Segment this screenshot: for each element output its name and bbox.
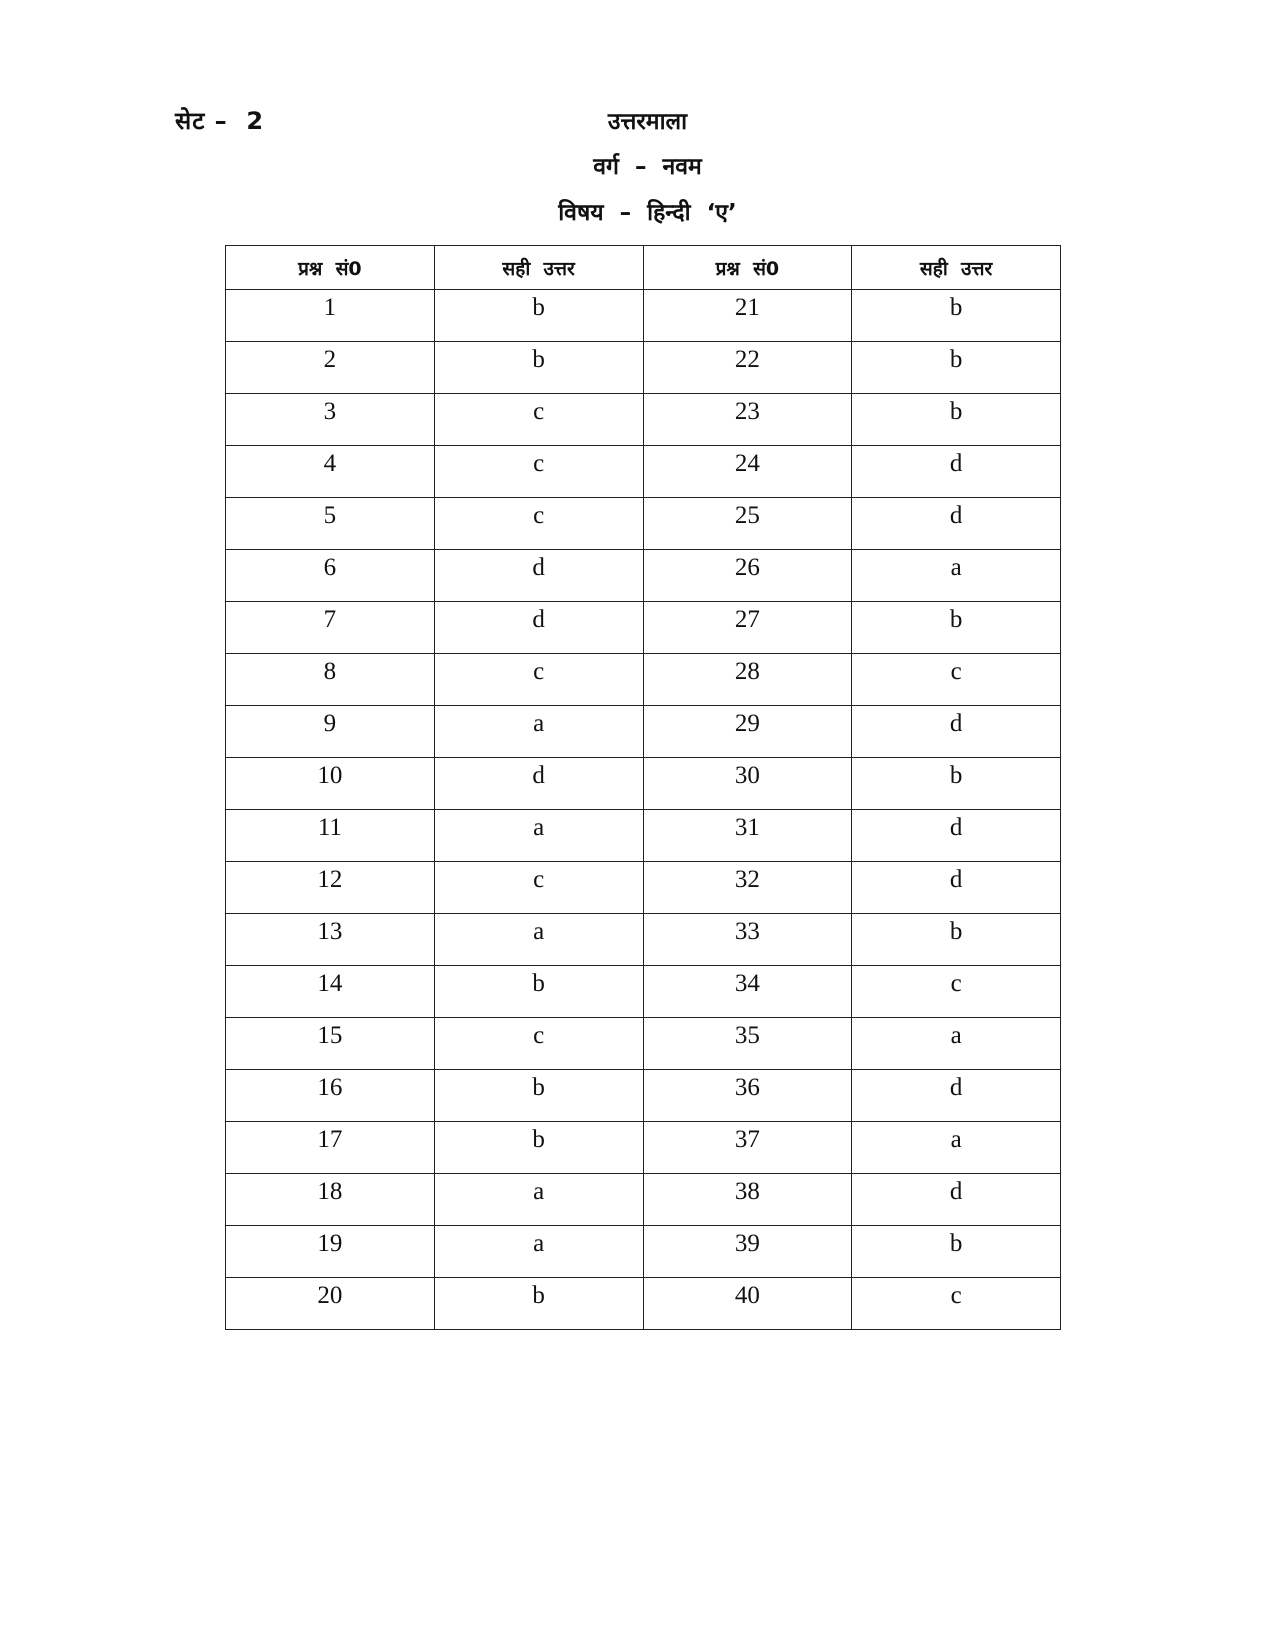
answer-cell: a xyxy=(434,914,643,966)
answer-cell: b xyxy=(434,290,643,342)
table-body xyxy=(226,290,1061,1330)
table-row xyxy=(226,810,1061,862)
question-number-cell: 19 xyxy=(226,1226,435,1278)
question-number-cell: 8 xyxy=(226,654,435,706)
table-row xyxy=(226,550,1061,602)
question-number-cell: 36 xyxy=(643,1070,852,1122)
answer-cell: b xyxy=(434,966,643,1018)
answer-cell: a xyxy=(434,1174,643,1226)
question-number-cell: 11 xyxy=(226,810,435,862)
set-number: सेट – 2 xyxy=(175,107,265,135)
table-row xyxy=(226,914,1061,966)
answer-cell: b xyxy=(852,394,1061,446)
answer-cell: b xyxy=(434,342,643,394)
answer-cell: d xyxy=(434,550,643,602)
question-number-cell: 39 xyxy=(643,1226,852,1278)
question-number-cell: 16 xyxy=(226,1070,435,1122)
table-row xyxy=(226,966,1061,1018)
answer-cell: c xyxy=(852,654,1061,706)
question-number-cell: 7 xyxy=(226,602,435,654)
table-row xyxy=(226,342,1061,394)
answer-cell: b xyxy=(852,602,1061,654)
table-row xyxy=(226,1226,1061,1278)
answer-cell: a xyxy=(434,1226,643,1278)
question-number-cell: 9 xyxy=(226,706,435,758)
table-row xyxy=(226,706,1061,758)
question-number-cell: 26 xyxy=(643,550,852,602)
question-number-cell: 3 xyxy=(226,394,435,446)
question-number-cell: 35 xyxy=(643,1018,852,1070)
question-number-cell: 38 xyxy=(643,1174,852,1226)
answer-cell: b xyxy=(852,290,1061,342)
question-number-cell: 34 xyxy=(643,966,852,1018)
table-row xyxy=(226,862,1061,914)
question-number-cell: 17 xyxy=(226,1122,435,1174)
answer-cell: c xyxy=(434,446,643,498)
table-row xyxy=(226,446,1061,498)
answer-cell: d xyxy=(852,498,1061,550)
answer-cell: b xyxy=(852,758,1061,810)
answer-cell: b xyxy=(852,1226,1061,1278)
question-number-cell: 23 xyxy=(643,394,852,446)
answer-key-table xyxy=(225,245,1061,1330)
question-number-cell: 2 xyxy=(226,342,435,394)
question-number-cell: 22 xyxy=(643,342,852,394)
table-row xyxy=(226,290,1061,342)
answer-cell: a xyxy=(434,706,643,758)
table-row xyxy=(226,1070,1061,1122)
question-number-cell: 30 xyxy=(643,758,852,810)
table-row xyxy=(226,758,1061,810)
table-row xyxy=(226,1018,1061,1070)
answer-cell: d xyxy=(852,706,1061,758)
column-header-question-no: प्रश्न सं0 xyxy=(226,246,435,290)
answer-cell: b xyxy=(852,342,1061,394)
question-number-cell: 31 xyxy=(643,810,852,862)
question-number-cell: 28 xyxy=(643,654,852,706)
question-number-cell: 6 xyxy=(226,550,435,602)
column-header-question-no: प्रश्न सं0 xyxy=(643,246,852,290)
table-row xyxy=(226,1174,1061,1226)
answer-cell: b xyxy=(434,1278,643,1330)
answer-cell: d xyxy=(434,758,643,810)
question-number-cell: 40 xyxy=(643,1278,852,1330)
question-number-cell: 20 xyxy=(226,1278,435,1330)
answer-cell: a xyxy=(852,1018,1061,1070)
answer-cell: c xyxy=(852,966,1061,1018)
answer-cell: b xyxy=(434,1122,643,1174)
table-row xyxy=(226,394,1061,446)
answer-cell: d xyxy=(852,446,1061,498)
question-number-cell: 29 xyxy=(643,706,852,758)
question-number-cell: 18 xyxy=(226,1174,435,1226)
question-number-cell: 27 xyxy=(643,602,852,654)
question-number-cell: 21 xyxy=(643,290,852,342)
table-row xyxy=(226,602,1061,654)
question-number-cell: 1 xyxy=(226,290,435,342)
answer-cell: b xyxy=(434,1070,643,1122)
question-number-cell: 12 xyxy=(226,862,435,914)
answer-cell: d xyxy=(434,602,643,654)
subject-line: विषय – हिन्दी ‘ए’ xyxy=(558,200,737,226)
question-number-cell: 37 xyxy=(643,1122,852,1174)
answer-cell: c xyxy=(434,498,643,550)
question-number-cell: 14 xyxy=(226,966,435,1018)
answer-cell: c xyxy=(434,862,643,914)
column-header-correct-answer: सही उत्तर xyxy=(852,246,1061,290)
answer-cell: d xyxy=(852,1174,1061,1226)
answer-cell: a xyxy=(852,550,1061,602)
answer-cell: a xyxy=(852,1122,1061,1174)
question-number-cell: 10 xyxy=(226,758,435,810)
answer-cell: d xyxy=(852,810,1061,862)
column-header-correct-answer: सही उत्तर xyxy=(434,246,643,290)
question-number-cell: 5 xyxy=(226,498,435,550)
page-title: उत्तरमाला xyxy=(607,109,688,135)
answer-cell: d xyxy=(852,862,1061,914)
question-number-cell: 24 xyxy=(643,446,852,498)
table-row xyxy=(226,1278,1061,1330)
answer-cell: c xyxy=(852,1278,1061,1330)
question-number-cell: 4 xyxy=(226,446,435,498)
question-number-cell: 32 xyxy=(643,862,852,914)
question-number-cell: 13 xyxy=(226,914,435,966)
table-row xyxy=(226,654,1061,706)
question-number-cell: 25 xyxy=(643,498,852,550)
answer-cell: c xyxy=(434,654,643,706)
table-row xyxy=(226,498,1061,550)
answer-cell: c xyxy=(434,1018,643,1070)
class-line: वर्ग – नवम xyxy=(593,154,702,180)
question-number-cell: 15 xyxy=(226,1018,435,1070)
answer-cell: b xyxy=(852,914,1061,966)
answer-cell: d xyxy=(852,1070,1061,1122)
table-row xyxy=(226,1122,1061,1174)
answer-cell: a xyxy=(434,810,643,862)
answer-cell: c xyxy=(434,394,643,446)
table-header-row xyxy=(226,246,1061,290)
question-number-cell: 33 xyxy=(643,914,852,966)
